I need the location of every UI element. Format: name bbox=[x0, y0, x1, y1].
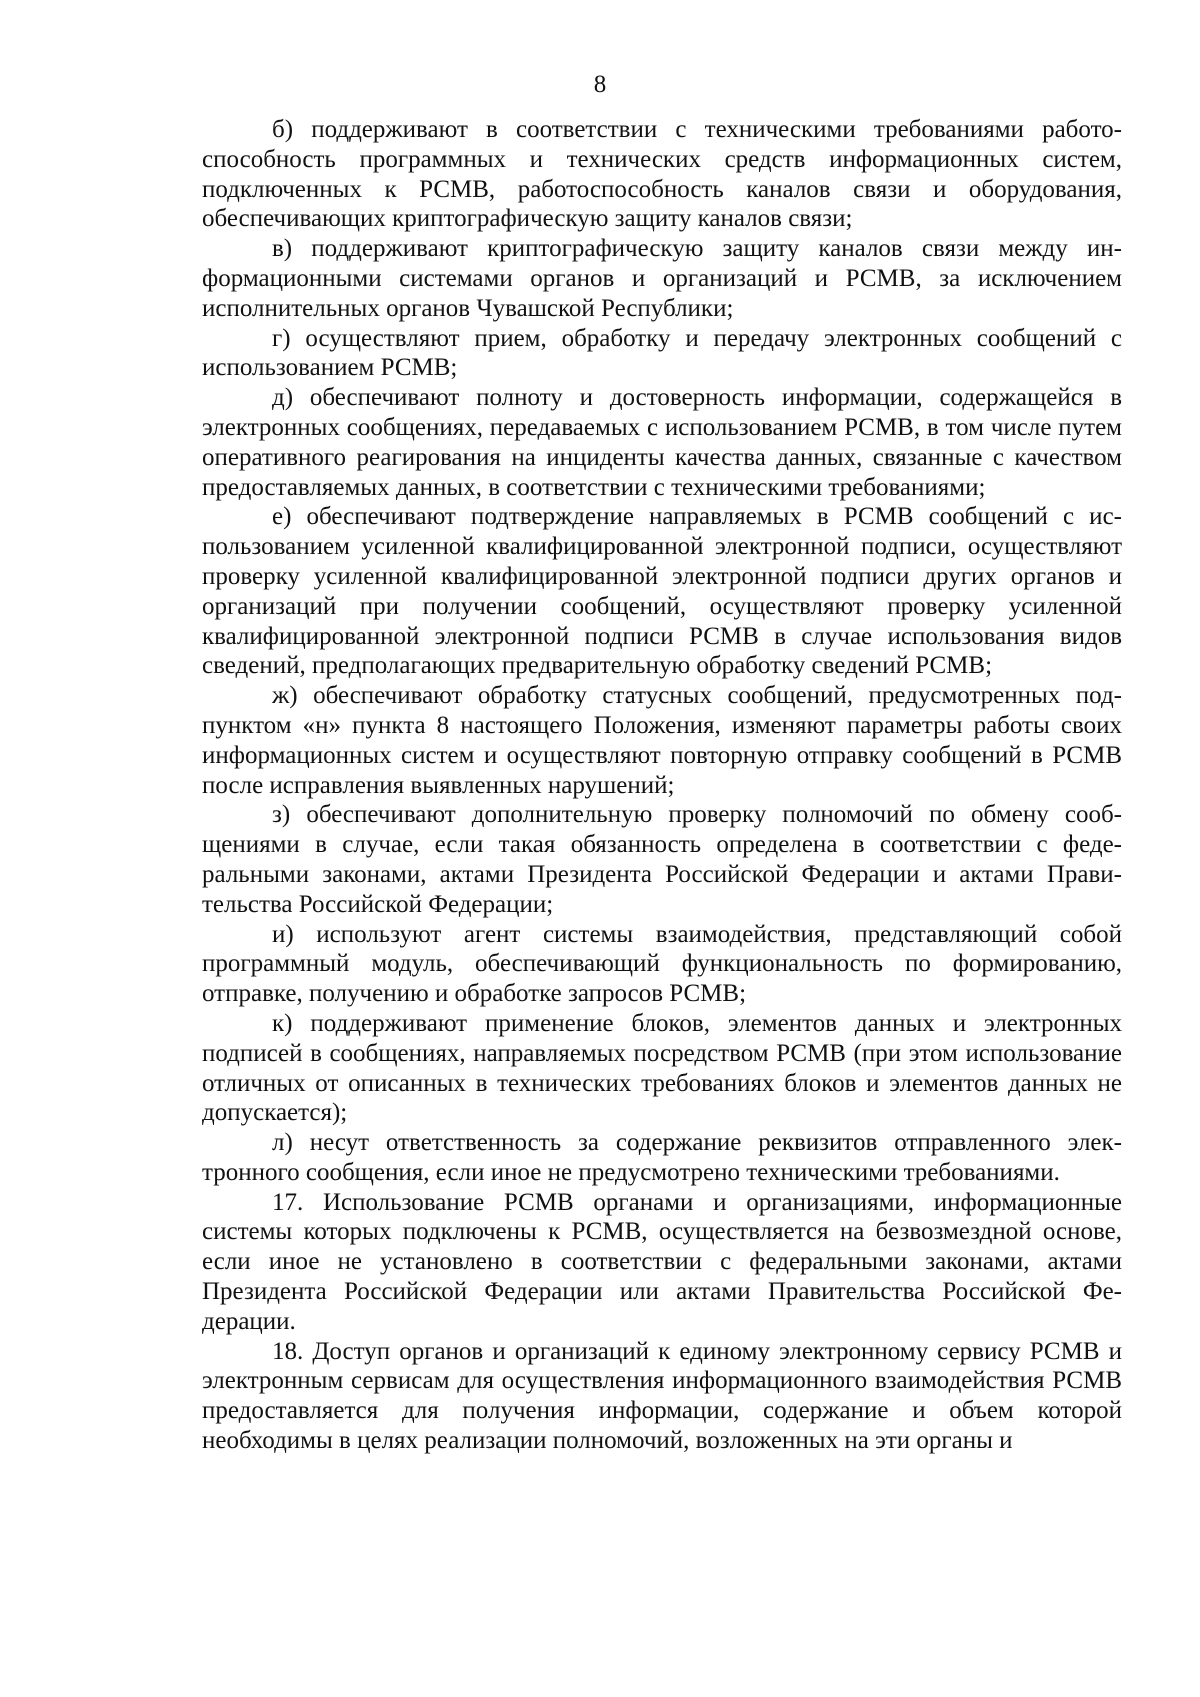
paragraph-e: е) обеспечивают подтверждение направляемых в РСМВ сообщений с использованием усиленной квалифицированной электронной подписи, осуществляют проверку усиленной квалифицированной электронной подписи других органов и организаций при получении сообщений, осуществляют проверку усиленной квалифицированной электронной подписи РСМВ в случае использования видов сведений, предполагающих предварительную обработку сведений РСМВ; bbox=[202, 503, 1122, 680]
paragraph-d: д) обеспечивают полноту и достоверность информации, содержащейся в электронных сообщениях, передаваемых с использованием РСМВ, в том числе путем оперативного реагирования на инциденты качества данных, связанные с качеством предоставляемых данных, в соответствии с техническими требованиями; bbox=[202, 384, 1122, 501]
page-number: 8 bbox=[593, 71, 607, 98]
paragraph-i: и) используют агент системы взаимодействия, представляющий собой программный модуль, обеспечивающий функциональность по формированию, отправке, получению и обработке запросов РСМВ; bbox=[202, 920, 1122, 1008]
paragraph-l: л) несут ответственность за содержание реквизитов отправленного электронного сообщения, если иное не предусмотрено техническими требованиями. bbox=[202, 1129, 1122, 1186]
paragraph-18: 18. Доступ органов и организаций к единому электронному сервису РСМВ и электронным сервисам для осуществления информационного взаимодействия РСМВ предоставляется для получения информации, содержание и объем которой необходимы в целях реализации полномочий, возложенных на эти органы и bbox=[202, 1337, 1122, 1455]
document-body bbox=[202, 115, 1122, 1456]
paragraph-b: б) поддерживают в соответствии с техническими требованиями работоспособность программных и технических средств информационных систем, подключенных к РСМВ, работоспособность каналов связи и оборудования, обеспечивающих криптографическую защиту каналов связи; bbox=[202, 116, 1122, 233]
paragraph-z: з) обеспечивают дополнительную проверку полномочий по обмену сообщениями в случае, если такая обязанность определена в соответствии с федеральными законами, актами Президента Российской Федерации и актами Правительства Российской Федерации; bbox=[202, 801, 1122, 918]
paragraph-g: г) осуществляют прием, обработку и передачу электронных сообщений с использованием РСМВ; bbox=[202, 324, 1122, 382]
paragraph-17: 17. Использование РСМВ органами и организациями, информационные системы которых подключены к РСМВ, осуществляется на безвозмездной основе, если иное не установлено в соответствии с федеральными законами, актами Президента Российской Федерации или актами Правительства Российской Федерации. bbox=[202, 1188, 1122, 1335]
paragraph-k: к) поддерживают применение блоков, элементов данных и электронных подписей в сообщениях, направляемых посредством РСМВ (при этом использование отличных от описанных в технических требованиях блоков и элементов данных не допускается); bbox=[202, 1009, 1122, 1127]
paragraph-zh: ж) обеспечивают обработку статусных сообщений, предусмотренных подпунктом «н» пункта 8 настоящего Положения, изменяют параметры работы своих информационных систем и осуществляют повторную отправку сообщений в РСМВ после исправления выявленных нарушений; bbox=[202, 682, 1122, 799]
paragraph-v: в) поддерживают криптографическую защиту каналов связи между информационными системами органов и организаций и РСМВ, за исключением исполнительных органов Чувашской Республики; bbox=[202, 235, 1122, 322]
